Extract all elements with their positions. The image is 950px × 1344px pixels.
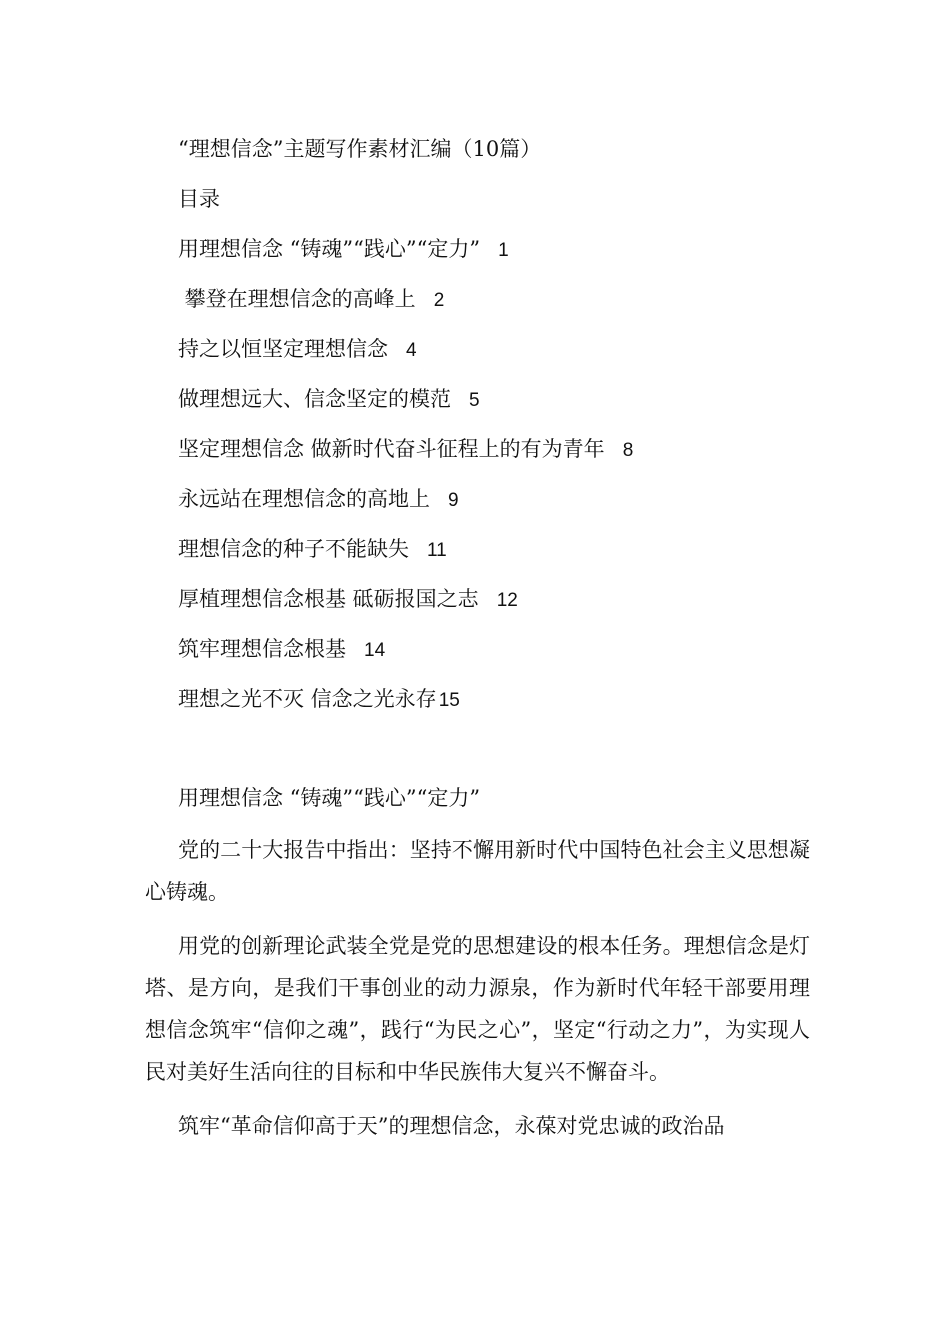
document-title: “理想信念”主题写作素材汇编（10篇） — [178, 137, 542, 161]
toc-item-title: 用理想信念 “铸魂”“践心”“定力” — [178, 237, 481, 261]
table-of-contents — [178, 234, 633, 734]
toc-item-title: 坚定理想信念 做新时代奋斗征程上的有为青年 — [178, 437, 605, 461]
toc-item-page: 15 — [438, 690, 460, 711]
toc-item-page: 2 — [433, 290, 445, 311]
body-paragraph: 用党的创新理论武装全党是党的思想建设的根本任务。理想信念是灯塔、是方向，是我们干事创业的动力源泉，作为新时代年轻干部要用理想信念筑牢“信仰之魂”，践行“为民之心”，坚定“行动之力”，为实现人民对美好生活向往的目标和中华民族伟大复兴不懈奋斗。 — [145, 934, 810, 1084]
toc-item-page: 5 — [469, 390, 480, 411]
toc-item — [178, 484, 633, 534]
toc-item — [178, 334, 633, 384]
toc-item — [178, 234, 633, 284]
toc-item-title: 筑牢理想信念根基 — [178, 637, 346, 661]
body-paragraph: 党的二十大报告中指出：坚持不懈用新时代中国特色社会主义思想凝心铸魂。 — [145, 838, 810, 904]
toc-item-title: 攀登在理想信念的高峰上 — [178, 287, 416, 311]
toc-item — [178, 684, 633, 734]
toc-item — [178, 434, 633, 484]
toc-item — [178, 634, 633, 684]
section-body — [145, 829, 810, 1159]
toc-item — [178, 384, 633, 434]
toc-item-page: 11 — [427, 540, 447, 561]
toc-item — [178, 534, 633, 584]
toc-item-page: 8 — [622, 440, 634, 461]
toc-item-page: 1 — [498, 240, 509, 261]
toc-item-page: 12 — [496, 590, 518, 611]
toc-item-title: 理想之光不灭 信念之光永存 — [178, 687, 437, 711]
section-heading: 用理想信念 “铸魂”“践心”“定力” — [178, 786, 481, 810]
toc-item-title: 永远站在理想信念的高地上 — [178, 487, 430, 511]
toc-item-title: 厚植理想信念根基 砥砺报国之志 — [178, 587, 479, 611]
toc-item — [178, 284, 633, 334]
toc-item-title: 做理想远大、信念坚定的模范 — [178, 387, 451, 411]
toc-item-page: 14 — [364, 640, 386, 661]
body-paragraph: 筑牢“革命信仰高于天”的理想信念，永葆对党忠诚的政治品 — [178, 1114, 725, 1138]
toc-item — [178, 584, 633, 634]
toc-item-page: 9 — [448, 490, 459, 511]
toc-item-title: 理想信念的种子不能缺失 — [178, 537, 409, 561]
toc-item-page: 4 — [406, 340, 417, 361]
toc-item-title: 持之以恒坚定理想信念 — [178, 337, 388, 361]
toc-heading: 目录 — [178, 187, 220, 211]
